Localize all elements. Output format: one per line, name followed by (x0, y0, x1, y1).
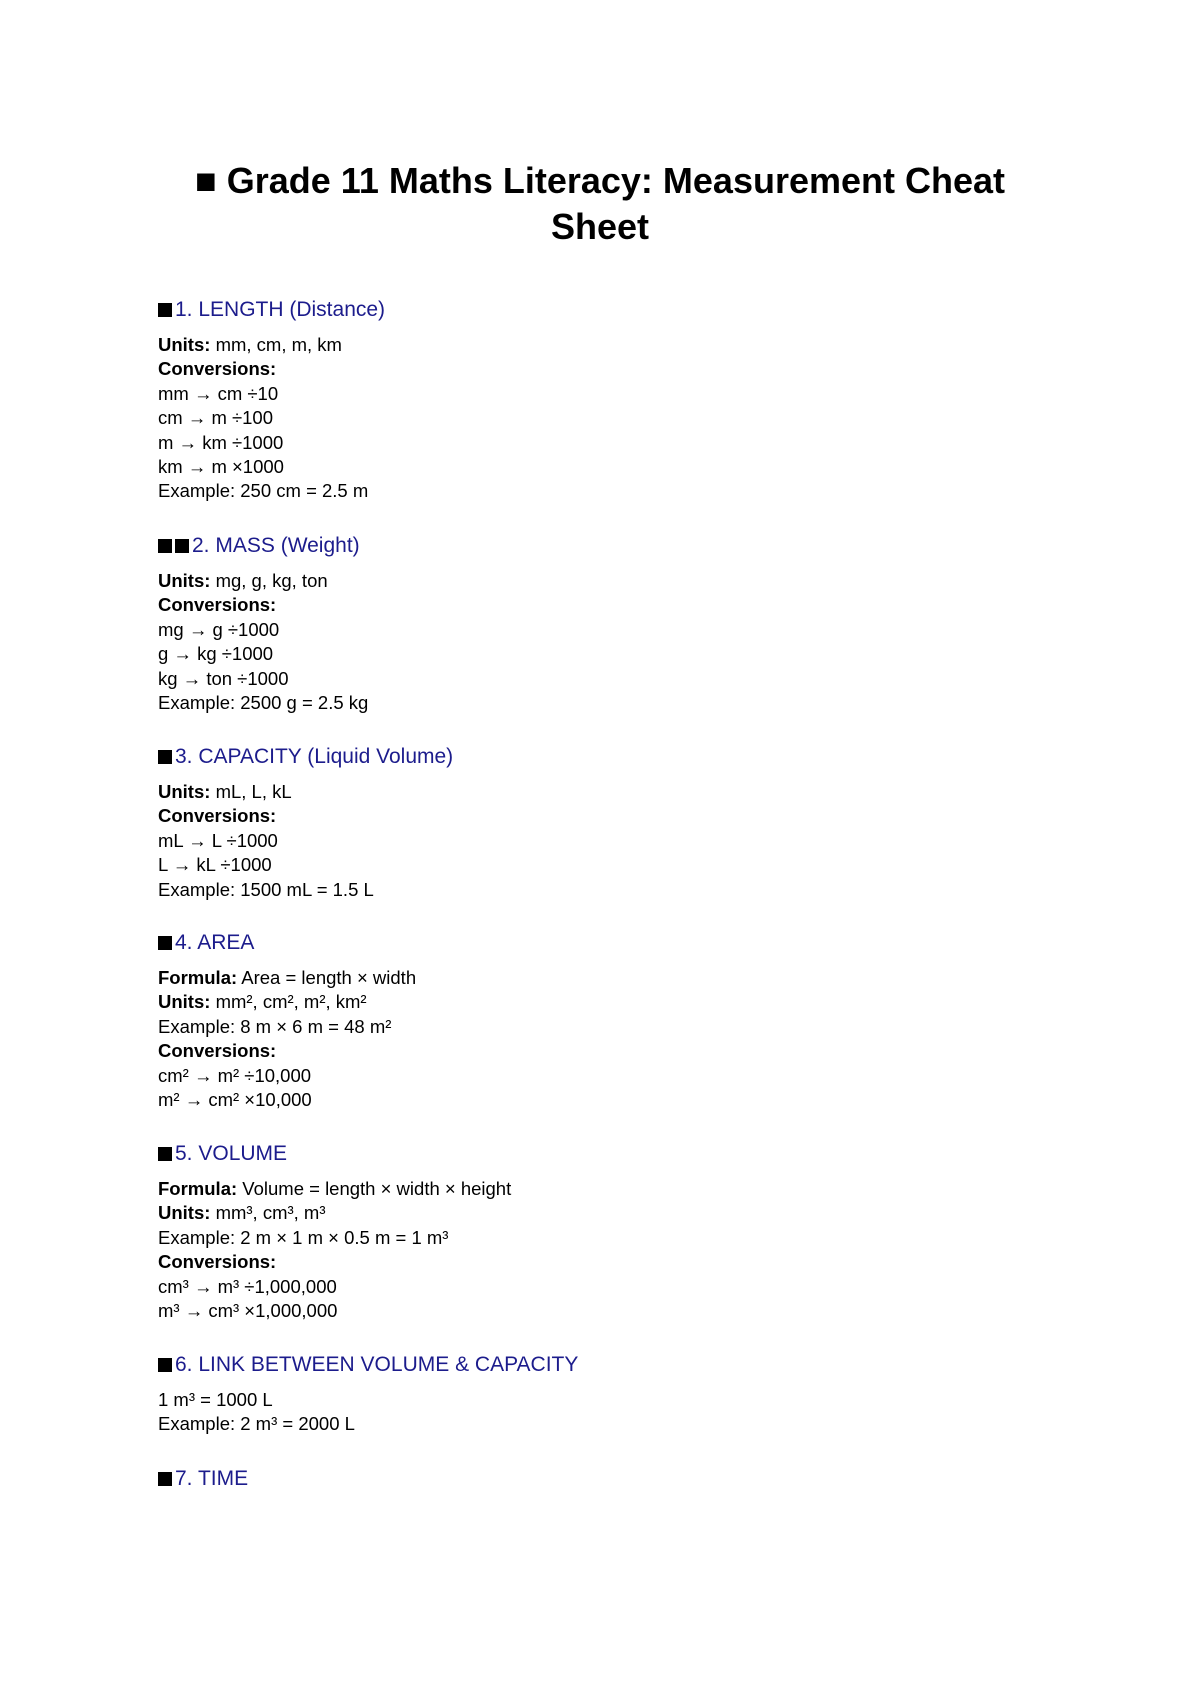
black-square-icon (158, 750, 172, 764)
conversion-line: kg → ton ÷1000 (158, 667, 289, 689)
example-line: Example: 2 m³ = 2000 L (158, 1413, 355, 1435)
section-heading-text: 3. CAPACITY (Liquid Volume) (175, 745, 454, 768)
black-square-icon (175, 539, 189, 553)
conversion-line: cm³ → m³ ÷1,000,000 (158, 1275, 337, 1297)
section-heading-length (158, 297, 385, 323)
black-square-icon (158, 1147, 172, 1161)
equivalence-line: 1 m³ = 1000 L (158, 1389, 273, 1410)
black-square-icon (158, 539, 172, 553)
section-heading-text: 2. MASS (Weight) (192, 534, 360, 557)
conversion-line: cm → m ÷100 (158, 407, 274, 429)
example-line: Example: 250 cm = 2.5 m (158, 480, 369, 502)
section-heading-link (158, 1352, 578, 1378)
section-body-area (158, 966, 416, 1112)
conversion-line: mg → g ÷1000 (158, 618, 280, 640)
units-line: Units: mm, cm, m, km (158, 334, 342, 355)
black-square-icon (158, 1358, 172, 1372)
formula-line: Formula: Area = length × width (158, 967, 417, 988)
section-heading-text: 6. LINK BETWEEN VOLUME & CAPACITY (175, 1353, 579, 1376)
section-body-length (158, 333, 368, 504)
example-line: Example: 2 m × 1 m × 0.5 m = 1 m³ (158, 1226, 449, 1248)
section-heading-text: 1. LENGTH (Distance) (175, 298, 386, 321)
section-body-mass (158, 569, 368, 715)
conversion-line: m³ → cm³ ×1,000,000 (158, 1300, 338, 1322)
conversions-label: Conversions: (158, 805, 277, 827)
black-square-icon (158, 936, 172, 950)
units-line: Units: mm², cm², m², km² (158, 991, 367, 1013)
conversions-label: Conversions: (158, 358, 277, 380)
units-line: Units: mL, L, kL (158, 781, 292, 802)
section-body-capacity (158, 780, 374, 902)
page-title-text: Grade 11 Maths Literacy: Measurement Cheat Sheet (226, 160, 1006, 247)
section-heading-time (158, 1466, 248, 1492)
black-square-icon: ■ (194, 160, 217, 201)
section-heading-capacity (158, 744, 453, 770)
section-heading-text: 7. TIME (175, 1467, 249, 1490)
conversion-line: g → kg ÷1000 (158, 643, 274, 665)
conversions-label: Conversions: (158, 1251, 277, 1273)
section-body-link (158, 1388, 355, 1437)
black-square-icon (158, 303, 172, 317)
units-line: Units: mm³, cm³, m³ (158, 1202, 326, 1224)
conversion-line: km → m ×1000 (158, 456, 284, 478)
section-heading-mass (158, 533, 360, 559)
conversion-line: m → km ÷1000 (158, 431, 284, 453)
example-line: Example: 2500 g = 2.5 kg (158, 692, 369, 714)
conversion-line: mL → L ÷1000 (158, 829, 278, 851)
conversion-line: mm → cm ÷10 (158, 382, 279, 404)
section-heading-volume (158, 1141, 287, 1167)
section-heading-text: 5. VOLUME (175, 1142, 288, 1165)
conversion-line: L → kL ÷1000 (158, 854, 272, 876)
conversion-line: cm² → m² ÷10,000 (158, 1064, 312, 1086)
conversion-line: m² → cm² ×10,000 (158, 1089, 312, 1111)
formula-line: Formula: Volume = length × width × height (158, 1178, 512, 1199)
page-title (150, 158, 1050, 250)
conversions-label: Conversions: (158, 1040, 277, 1062)
example-line: Example: 1500 mL = 1.5 L (158, 878, 374, 900)
example-line: Example: 8 m × 6 m = 48 m² (158, 1015, 392, 1037)
conversions-label: Conversions: (158, 594, 277, 616)
black-square-icon (158, 1472, 172, 1486)
section-body-volume (158, 1177, 511, 1323)
units-line: Units: mg, g, kg, ton (158, 570, 328, 591)
section-heading-text: 4. AREA (175, 931, 255, 954)
section-heading-area (158, 930, 254, 956)
